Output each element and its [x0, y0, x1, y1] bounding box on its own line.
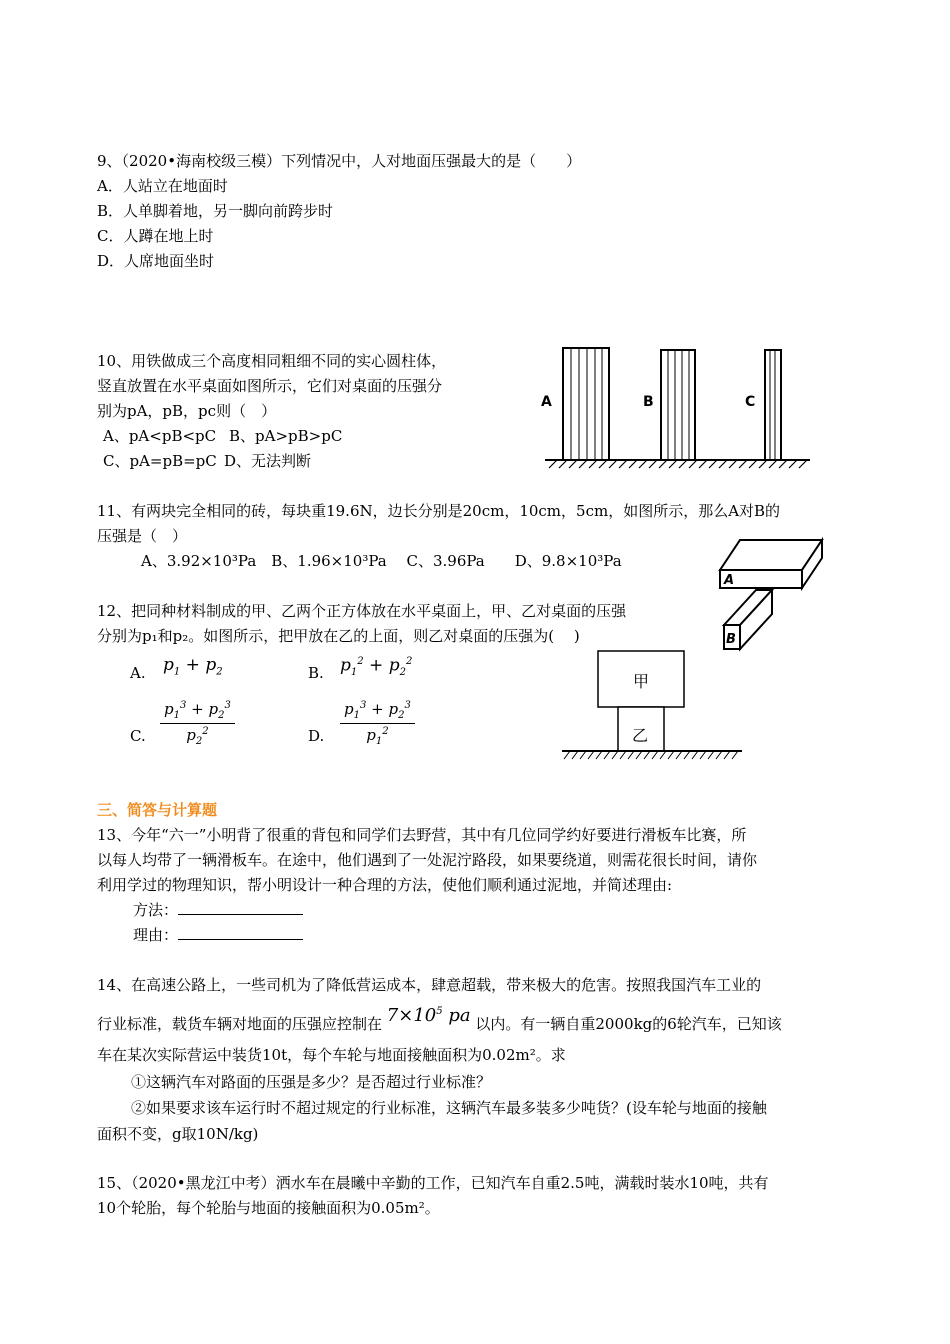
- cube-label-jia: 甲: [633, 672, 650, 691]
- q12-option-c-label: C.: [130, 727, 146, 745]
- q12-cubes-figure: [558, 645, 748, 770]
- q14-line-1: 14、在高速公路上，一些司机为了降低营运成本，肆意超载，带来极大的危害。按照我国汽车工业的: [97, 976, 762, 994]
- q9-option-c: C．人蹲在地上时: [97, 227, 214, 245]
- q13-reason-blank[interactable]: [178, 925, 303, 940]
- q12-line-2: 分别为p₁和p₂。如图所示，把甲放在乙的上面，则乙对桌面的压强为( ): [97, 627, 580, 645]
- q14-sub-2: ②如果要求该车运行时不超过规定的行业标准，这辆汽车最多装多少吨货？(设车轮与地面的接触: [131, 1099, 767, 1117]
- q13-method: [133, 900, 303, 920]
- q9-stem: 9、（2020•海南校级三模）下列情况中，人对地面压强最大的是（ ）: [97, 152, 582, 170]
- q12-option-a-formula: $p_1 + p_2$: [163, 655, 223, 678]
- q14-line-2-post: 以内。有一辆自重2000kg的6轮汽车，已知该: [475, 1015, 782, 1033]
- q13-reason-label: 理由：: [133, 926, 179, 944]
- q15-line-2: 10个轮胎，每个轮胎与地面的接触面积为0.05m²。: [97, 1199, 440, 1217]
- q14-line-2-pre: 行业标准，载货车辆对地面的压强应控制在: [97, 1015, 383, 1033]
- q9-option-b: B．人单脚着地，另一脚向前跨步时: [97, 202, 334, 220]
- q13-reason: [133, 925, 303, 945]
- figure-label-a: A: [541, 394, 552, 410]
- q13-line-2: 以每人均带了一辆滑板车。在途中，他们遇到了一处泥泞路段，如果要绕道，则需花很长时间，请你: [97, 851, 758, 869]
- q14-line-2: [97, 1005, 782, 1034]
- q12-option-a-label: A.: [130, 664, 146, 682]
- q14-sub-2b: 面积不变，g取10N/kg): [97, 1125, 259, 1143]
- q10-option-c: C、pA=pB=pC: [103, 452, 217, 470]
- q13-method-label: 方法：: [133, 901, 179, 919]
- section-3-title: 三、简答与计算题: [97, 801, 218, 819]
- figure-label-c: C: [745, 394, 756, 410]
- brick-label-a: A: [724, 573, 735, 588]
- q10-option-d: D、无法判断: [224, 452, 312, 470]
- brick-label-b: B: [726, 632, 736, 647]
- q14-line-3: 车在某次实际营运中装货10t，每个车轮与地面接触面积为0.02m²。求: [97, 1046, 566, 1064]
- q12-option-b-formula: $p_1^2 + p_2^2$: [340, 655, 413, 679]
- q11-options: A、3.92×10³Pa B、1.96×10³Pa C、3.96Pa D、9.8×10³Pa: [141, 552, 622, 570]
- q12-option-c-formula: $\frac{p_1^3 + p_2^3}{p_2^2}$: [160, 700, 235, 747]
- q13-line-3: 利用学过的物理知识，帮小明设计一种合理的方法，使他们顺利通过泥地，并简述理由:: [97, 876, 673, 894]
- q11-line-2: 压强是（ ）: [97, 527, 188, 545]
- q10-line-2: 竖直放置在水平桌面如图所示，它们对桌面的压强分: [97, 377, 443, 395]
- q12-option-b-label: B.: [308, 664, 324, 682]
- q10-option-b: B、pA>pB>pC: [229, 427, 343, 445]
- q13-method-blank[interactable]: [178, 900, 303, 915]
- q11-bricks-figure: [712, 530, 832, 655]
- q14-standard-formula: $7\times 10^5$ pa: [386, 1005, 471, 1026]
- q11-line-1: 11、有两块完全相同的砖，每块重19.6N，边长分别是20cm，10cm，5cm，如图所示，那么A对B的: [97, 502, 781, 520]
- q12-option-d-label: D.: [308, 727, 325, 745]
- q9-option-a: A．人站立在地面时: [97, 177, 228, 195]
- q10-line-3: 别为pA，pB，pc则（ ）: [97, 402, 277, 420]
- q9-option-d: D．人席地面坐时: [97, 252, 215, 270]
- figure-label-b: B: [643, 394, 654, 410]
- q13-line-1: 13、今年“六一”小明背了很重的背包和同学们去野营，其中有几位同学约好要进行滑板车比赛，所: [97, 826, 747, 844]
- q10-option-a: A、pA<pB<pC: [103, 427, 217, 445]
- cube-label-yi: 乙: [632, 726, 649, 745]
- q10-cylinders-figure: [535, 340, 815, 472]
- q10-line-1: 10、用铁做成三个高度相同粗细不同的实心圆柱体，: [97, 352, 447, 370]
- q15-line-1: 15、（2020•黑龙江中考）洒水车在晨曦中辛勤的工作，已知汽车自重2.5吨，满载时装水10吨，共有: [97, 1174, 769, 1192]
- q14-sub-1: ①这辆汽车对路面的压强是多少？是否超过行业标准？: [131, 1073, 492, 1091]
- q12-line-1: 12、把同种材料制成的甲、乙两个正方体放在水平桌面上，甲、乙对桌面的压强: [97, 602, 627, 620]
- q12-option-d-formula: $\frac{p_1^3 + p_2^3}{p_1^2}$: [340, 700, 415, 747]
